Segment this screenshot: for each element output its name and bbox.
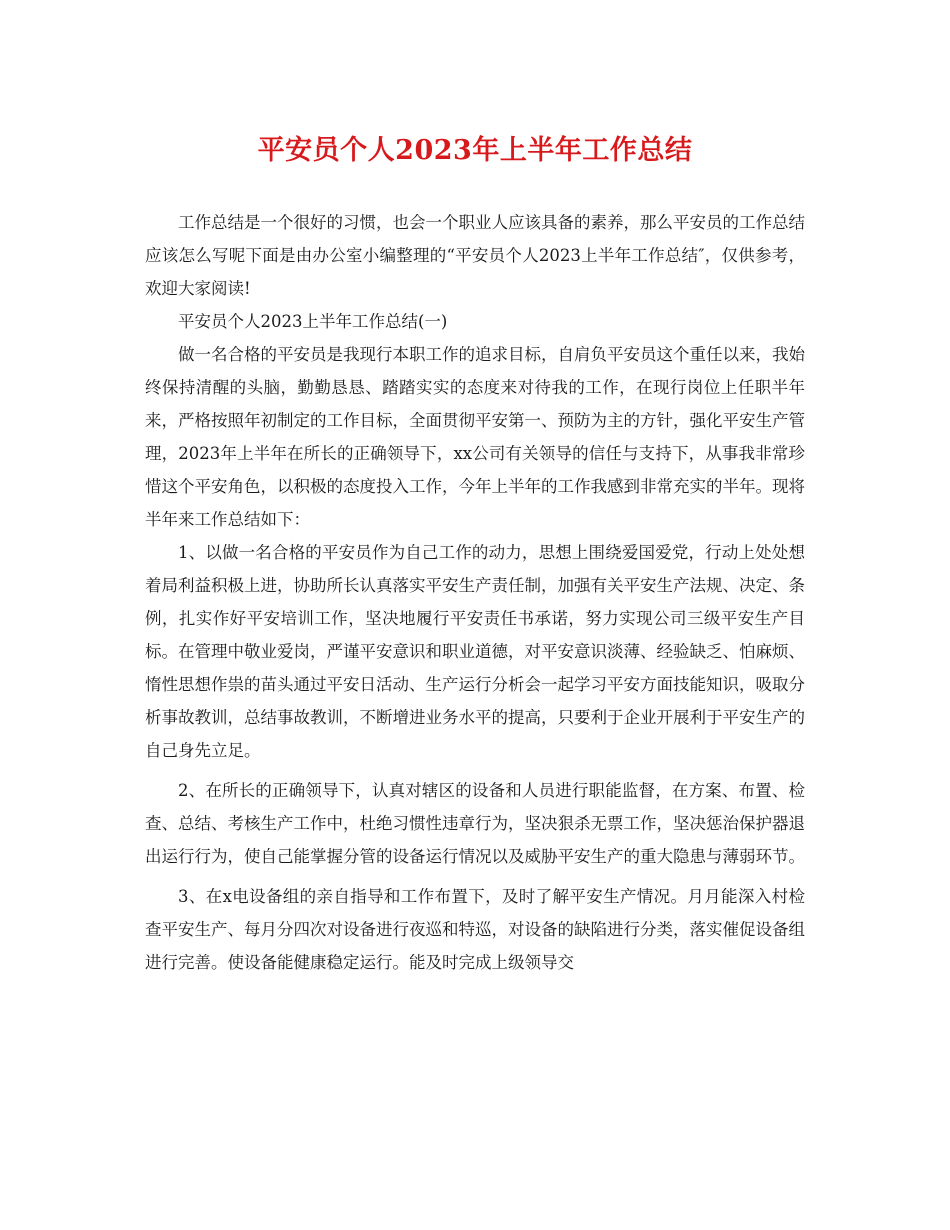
body-paragraph-4: 3、在x电设备组的亲自指导和工作布置下，及时了解平安生产情况。月月能深入村检查平安生产、每月分四次对设备进行夜巡和特巡，对设备的缺陷进行分类，落实催促设备组进行完善。使设备能健康稳定运行。能及时完成上级领导交 bbox=[145, 887, 805, 972]
body-paragraph-3: 2、在所长的正确领导下，认真对辖区的设备和人员进行职能监督，在方案、布置、检查、总结、考核生产工作中，杜绝习惯性违章行为，坚决狠杀无票工作，坚决惩治保护器退出运行行为，使自己能掌握分管的设备运行情况以及威胁平安生产的重大隐患与薄弱环节。 bbox=[145, 781, 805, 866]
document-title: 平安员个人2023年上半年工作总结 bbox=[257, 135, 693, 166]
document-body bbox=[145, 206, 805, 979]
intro-paragraph: 工作总结是一个很好的习惯，也会一个职业人应该具备的素养，那么平安员的工作总结应该怎么写呢下面是由办公室小编整理的“平安员个人2023上半年工作总结″，仅供参考，欢迎大家阅读! bbox=[145, 213, 805, 298]
body-paragraph-2: 1、以做一名合格的平安员作为自己工作的动力，思想上围绕爱国爱党，行动上处处想着局利益积极上进，协助所长认真落实平安生产责任制，加强有关平安生产法规、决定、条例，扎实作好平安培训工作，坚决地履行平安责任书承诺，努力实现公司三级平安生产目标。在管理中敬业爱岗，严谨平安意识和职业道德，对平安意识淡薄、经验缺乏、怕麻烦、惰性思想作祟的苗头通过平安日活动、生产运行分析会一起学习平安方面技能知识，吸取分析事故教训，总结事故教训，不断增进业务水平的提高，只要利于企业开展利于平安生产的自己身先立足。 bbox=[145, 543, 805, 760]
body-paragraph-1: 做一名合格的平安员是我现行本职工作的追求目标，自肩负平安员这个重任以来，我始终保持清醒的头脑，勤勤恳恳、踏踏实实的态度来对待我的工作，在现行岗位上任职半年来，严格按照年初制定的工作目标，全面贯彻平安第一、预防为主的方针，强化平安生产管理，2023年上半年在所长的正确领导下，xx公司有关领导的信任与支持下，从事我非常珍惜这个平安角色，以积极的态度投入工作，今年上半年的工作我感到非常充实的半年。现将半年来工作总结如下： bbox=[145, 345, 805, 529]
section-heading: 平安员个人2023上半年工作总结(一) bbox=[178, 312, 448, 331]
